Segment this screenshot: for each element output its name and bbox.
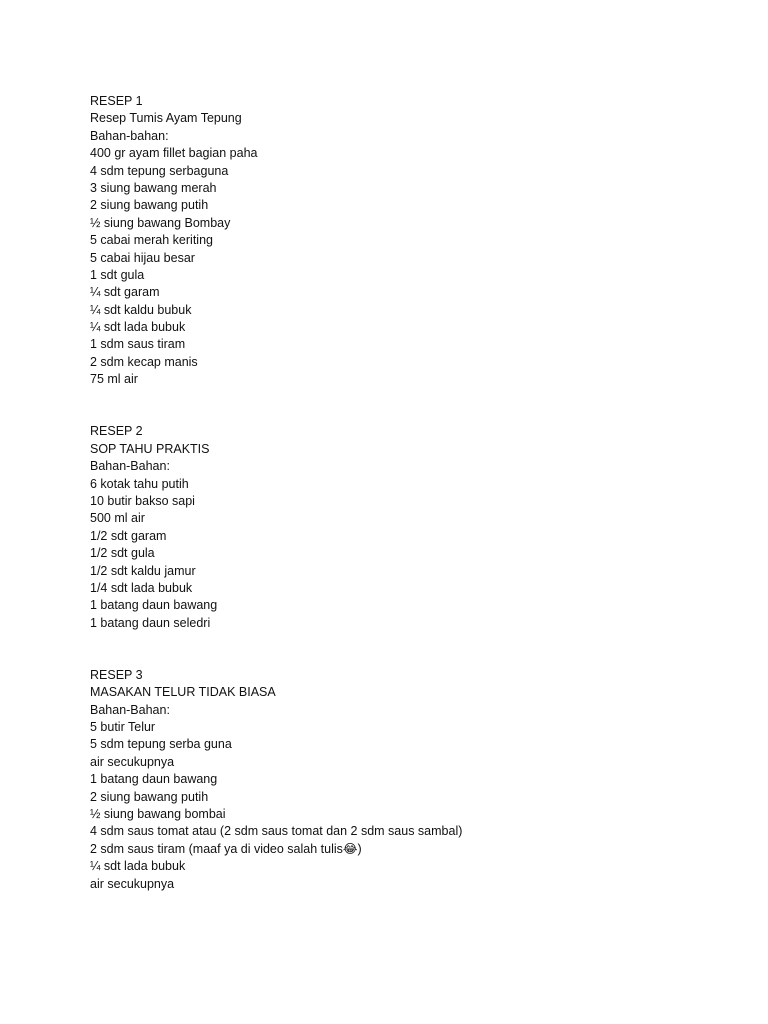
ingredient-line: 75 ml air: [90, 372, 138, 387]
ingredient-line: 5 sdm tepung serba guna: [90, 737, 232, 752]
ingredient-line: ¼ sdt lada bubuk: [90, 859, 186, 874]
ingredient-line: 1/2 sdt gula: [90, 546, 155, 561]
recipe-1: [90, 93, 730, 389]
recipe-number: RESEP 3: [90, 667, 143, 682]
ingredient-line: 500 ml air: [90, 511, 145, 526]
ingredient-line: 1 sdm saus tiram: [90, 337, 186, 352]
ingredient-line: 1/2 sdt garam: [90, 528, 167, 543]
ingredient-line: ½ siung bawang bombai: [90, 807, 226, 822]
ingredient-line: 4 sdm saus tomat atau (2 sdm saus tomat dan 2 sdm saus sambal): [90, 824, 463, 839]
ingredient-line: air secukupnya: [90, 876, 175, 891]
ingredient-line: ¼ sdt kaldu bubuk: [90, 302, 192, 317]
ingredient-line: ¼ sdt garam: [90, 285, 160, 300]
ingredient-line: 3 siung bawang merah: [90, 180, 217, 195]
ingredient-line: 1/2 sdt kaldu jamur: [90, 563, 196, 578]
recipe-title: Resep Tumis Ayam Tepung: [90, 111, 242, 126]
recipe-number: RESEP 1: [90, 94, 143, 108]
ingredients-heading: Bahan-Bahan:: [90, 702, 170, 717]
recipe-number: RESEP 2: [90, 424, 143, 439]
ingredient-line: 1 sdt gula: [90, 267, 145, 282]
ingredient-line: 5 cabai hijau besar: [90, 250, 195, 265]
ingredient-line: 400 gr ayam fillet bagian paha: [90, 146, 258, 161]
ingredient-line: 1/4 sdt lada bubuk: [90, 580, 193, 595]
ingredient-line: 2 sdm kecap manis: [90, 354, 198, 369]
recipe-3: [90, 667, 730, 893]
ingredient-line: 1 batang daun seledri: [90, 615, 211, 630]
ingredient-line: 4 sdm tepung serbaguna: [90, 163, 229, 178]
document-content: [90, 93, 730, 893]
ingredient-line: 1 batang daun bawang: [90, 772, 218, 787]
ingredient-line: 2 siung bawang putih: [90, 198, 209, 213]
ingredient-line: 5 butir Telur: [90, 720, 156, 735]
ingredient-line: 6 kotak tahu putih: [90, 476, 189, 491]
ingredient-line: 2 sdm saus tiram (maaf ya di video salah tulis😂): [90, 841, 362, 856]
recipe-title: MASAKAN TELUR TIDAK BIASA: [90, 685, 276, 700]
ingredients-heading: Bahan-Bahan:: [90, 459, 170, 474]
ingredient-line: 2 siung bawang putih: [90, 789, 209, 804]
ingredient-line: ½ siung bawang Bombay: [90, 215, 231, 230]
ingredient-line: ¼ sdt lada bubuk: [90, 320, 186, 335]
recipe-2: [90, 423, 730, 632]
ingredient-line: air secukupnya: [90, 754, 175, 769]
ingredients-heading: Bahan-bahan:: [90, 128, 169, 143]
ingredient-line: 10 butir bakso sapi: [90, 494, 195, 508]
ingredient-line: 5 cabai merah keriting: [90, 233, 213, 248]
recipe-title: SOP TAHU PRAKTIS: [90, 441, 210, 456]
ingredient-line: 1 batang daun bawang: [90, 598, 218, 613]
